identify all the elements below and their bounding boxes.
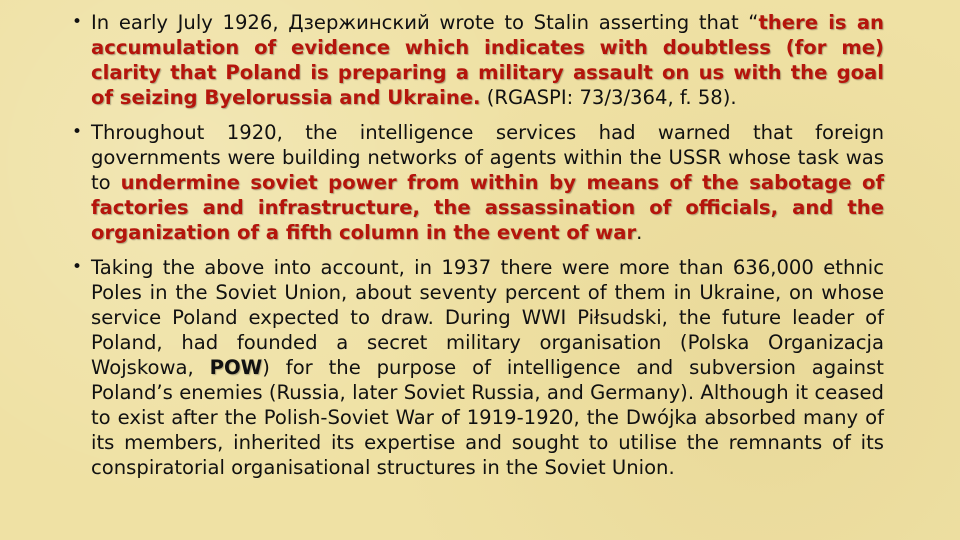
bullet-list	[72, 10, 884, 490]
bullet-text: Throughout 1920, the intelligence services had warned that foreign governments were building networks of agents within the USSR whose task was to	[91, 121, 884, 194]
pow-acronym: POW	[209, 356, 263, 379]
bullet-ethnic-poles	[72, 255, 884, 480]
bullet-intelligence-warnings	[72, 120, 884, 245]
bullet-text: .	[636, 221, 643, 244]
bullet-text: Taking the above into account, in 1937 there were more than 636,000 ethnic Poles in the Soviet Union, about seventy percent of them in Ukraine, on whose service Poland expected to draw. During WWI Piłsudski, the future leader of Poland, had founded a secret military organisation (Polska Organizacja Wojskowa,	[91, 256, 884, 379]
highlighted-text: undermine soviet power from within by means of the sabotage of factories and infrastructure, the assassination of officials, and the organization of a fifth column in the event of war	[91, 171, 884, 244]
bullet-text: (RGASPI: 73/3/364, f. 58).	[480, 86, 737, 109]
bullet-dzerzhinsky-letter	[72, 10, 884, 110]
bullet-text: In early July 1926, Дзержинский wrote to Stalin asserting that “	[91, 11, 759, 34]
bullet-text: ) for the purpose of intelligence and subversion against Poland’s enemies (Russia, later Soviet Russia, and Germany). Although it ceased to exist after the Polish-Soviet War of 1919-1920, the Dwójka absorbed many of its members, inherited its expertise and sought to utilise the remnants of its conspiratorial organisational structures in the Soviet Union.	[91, 356, 884, 479]
highlighted-quote: there is an accumulation of evidence which indicates with doubtless (for me) clarity that Poland is preparing a military assault on us with the goal of seizing Byelorussia and Ukraine.	[91, 11, 884, 109]
